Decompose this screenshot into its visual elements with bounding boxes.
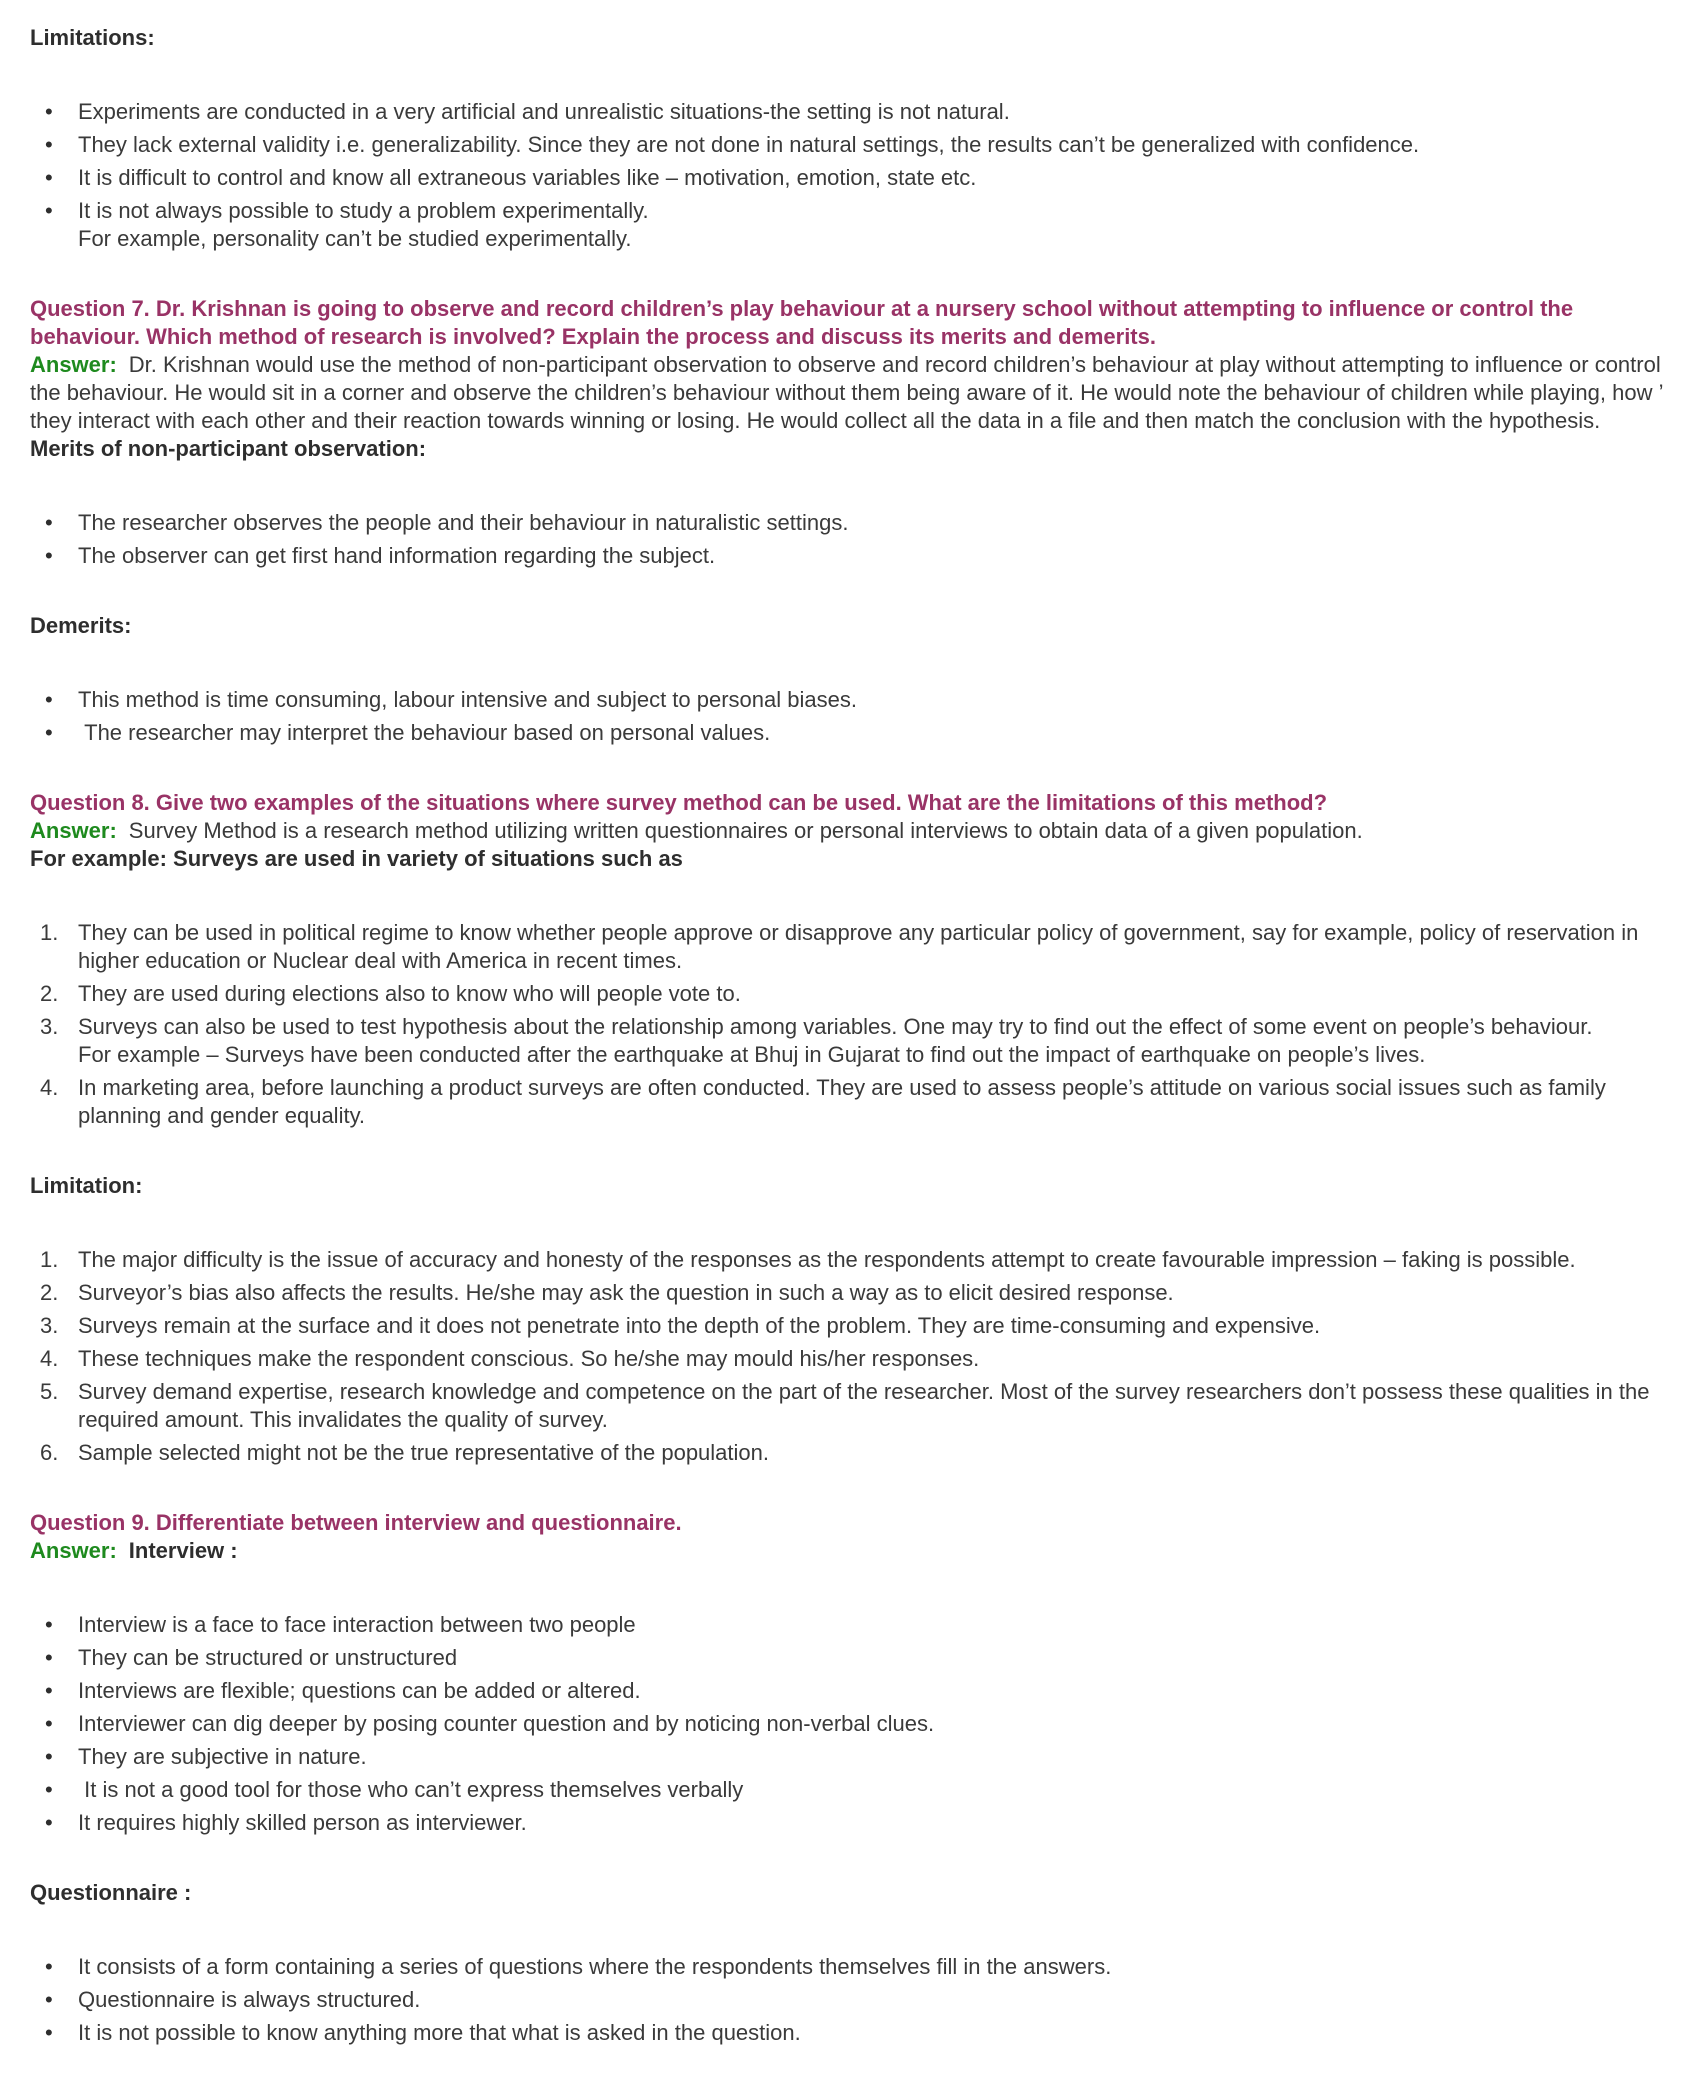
answer-text: Survey Method is a research method utilizing written questionnaires or personal interviews to obtain data of a given population. [128,818,1363,843]
list-item [30,197,1668,253]
list-item-text: It is not possible to know anything more that what is asked in the question. [78,2020,801,2045]
list-item-text: The major difficulty is the issue of accuracy and honesty of the responses as the respondents attempt to create favourable impression – faking is possible. [78,1247,1576,1272]
section-question-9 [30,1509,1668,2047]
list-item-text: They can be structured or unstructured [78,1645,458,1670]
list-item-text: Surveys can also be used to test hypothesis about the relationship among variables. One may try to find out the effect of some event on people’s behaviour. [78,1014,1593,1039]
question-text: Question 7. Dr. Krishnan is going to observe and record children’s play behaviour at a nursery school without attempting to influence or control the behaviour. Which method of research is involved? Explain the process and discuss its merits and demerits. [30,296,1574,349]
list-item-text: It is difficult to control and know all extraneous variables like – motivation, emotion, state etc. [78,165,977,190]
list-item [30,1776,1668,1804]
questionnaire-heading: Questionnaire : [30,1880,192,1905]
list-item [30,919,1668,975]
question-text: Question 9. Differentiate between interview and questionnaire. [30,1510,682,1535]
list-item-example-text: For example – Surveys have been conducted after the earthquake at Bhuj in Gujarat to find out the impact of earthquake on people’s lives. [78,1042,1426,1067]
list-item [30,719,1668,747]
list-item [30,131,1668,159]
limitations-numbered-list [30,1246,1668,1467]
list-item [30,1074,1668,1130]
questionnaire-bullet-list [30,1953,1668,2047]
list-item-text: This method is time consuming, labour intensive and subject to personal biases. [78,687,857,712]
list-item [30,1611,1668,1639]
list-item-text: In marketing area, before launching a product surveys are often conducted. They are used to assess people’s attitude on various social issues such as family planning and gender equality. [78,1075,1612,1128]
list-item [30,98,1668,126]
list-item-text: The observer can get first hand information regarding the subject. [78,543,716,568]
list-item-text: Interview is a face to face interaction between two people [78,1612,636,1637]
demerits-bullet-list [30,686,1668,747]
section-question-7 [30,295,1668,747]
list-item [30,1677,1668,1705]
list-item-text: They can be used in political regime to know whether people approve or disapprove any particular policy of government, say for example, policy of reservation in higher education or Nuclear deal with America in recent times. [78,920,1645,973]
section-heading: Limitations: [30,25,155,50]
list-item [30,1809,1668,1837]
list-item-text: These techniques make the respondent conscious. So he/she may mould his/her responses. [78,1346,980,1371]
list-item [30,1743,1668,1771]
list-item [30,1953,1668,1981]
list-item-text: It is not always possible to study a problem experimentally. [78,198,649,223]
list-item-text: Experiments are conducted in a very artificial and unrealistic situations-the setting is not natural. [78,99,1010,124]
list-item-text: It requires highly skilled person as interviewer. [78,1810,527,1835]
list-item [30,1439,1668,1467]
section-experiment-limitations [30,24,1668,253]
list-item [30,1345,1668,1373]
limitation-heading: Limitation: [30,1173,143,1198]
list-item [30,2019,1668,2047]
list-item [30,1710,1668,1738]
list-item [30,509,1668,537]
list-item [30,1378,1668,1434]
list-item [30,1013,1668,1069]
list-item-text: Interviews are flexible; questions can be added or altered. [78,1678,641,1703]
list-item-text: It is not a good tool for those who can’t express themselves verbally [78,1777,744,1802]
demerits-heading: Demerits: [30,613,132,638]
list-item [30,542,1668,570]
merits-bullet-list [30,509,1668,570]
examples-numbered-list [30,919,1668,1130]
document-page [30,24,1668,2047]
list-item-text: The researcher may interpret the behaviour based on personal values. [78,720,771,745]
list-item [30,164,1668,192]
list-item-text: It consists of a form containing a series of questions where the respondents themselves fill in the answers. [78,1954,1112,1979]
list-item [30,686,1668,714]
answer-paragraph [30,817,1668,845]
answer-label: Answer: [30,1538,117,1563]
answer-paragraph [30,1537,1668,1565]
list-item-text: Interviewer can dig deeper by posing counter question and by noticing non-verbal clues. [78,1711,935,1736]
list-item [30,1644,1668,1672]
bullet-list [30,98,1668,253]
list-item [30,980,1668,1008]
answer-text: Dr. Krishnan would use the method of non-participant observation to observe and record children’s behaviour at play without attempting to influence or control the behaviour. He would sit in a corner and observe the children’s behaviour without them being aware of it. He would note the behaviour of children while playing, how ’ they interact with each other and their reaction towards winning or losing. He would collect all the data in a file and then match the conclusion with the hypothesis. [30,352,1669,433]
list-item [30,1279,1668,1307]
section-question-8 [30,789,1668,1467]
list-item-text: Surveyor’s bias also affects the results. He/she may ask the question in such a way as to elicit desired response. [78,1280,1174,1305]
list-item-example-text: For example, personality can’t be studied experimentally. [78,226,632,251]
merits-heading: Merits of non-participant observation: [30,436,427,461]
interview-heading: Interview : [128,1538,238,1563]
list-item [30,1312,1668,1340]
list-item-text: The researcher observes the people and their behaviour in naturalistic settings. [78,510,849,535]
answer-label: Answer: [30,818,117,843]
interview-bullet-list [30,1611,1668,1837]
answer-paragraph [30,351,1668,435]
list-item [30,1986,1668,2014]
list-item-text: Sample selected might not be the true representative of the population. [78,1440,769,1465]
list-item-text: They lack external validity i.e. generalizability. Since they are not done in natural settings, the results can’t be generalized with confidence. [78,132,1420,157]
list-item-text: Surveys remain at the surface and it does not penetrate into the depth of the problem. They are time-consuming and expensive. [78,1313,1321,1338]
list-item-text: Survey demand expertise, research knowledge and competence on the part of the researcher. Most of the survey researchers don’t possess these qualities in the required amount. This invalidates the quality of survey. [78,1379,1656,1432]
list-item [30,1246,1668,1274]
example-heading: For example: Surveys are used in variety of situations such as [30,846,683,871]
list-item-text: They are subjective in nature. [78,1744,367,1769]
list-item-text: They are used during elections also to know who will people vote to. [78,981,741,1006]
answer-label: Answer: [30,352,117,377]
question-text: Question 8. Give two examples of the situations where survey method can be used. What are the limitations of this method? [30,790,1328,815]
list-item-text: Questionnaire is always structured. [78,1987,421,2012]
